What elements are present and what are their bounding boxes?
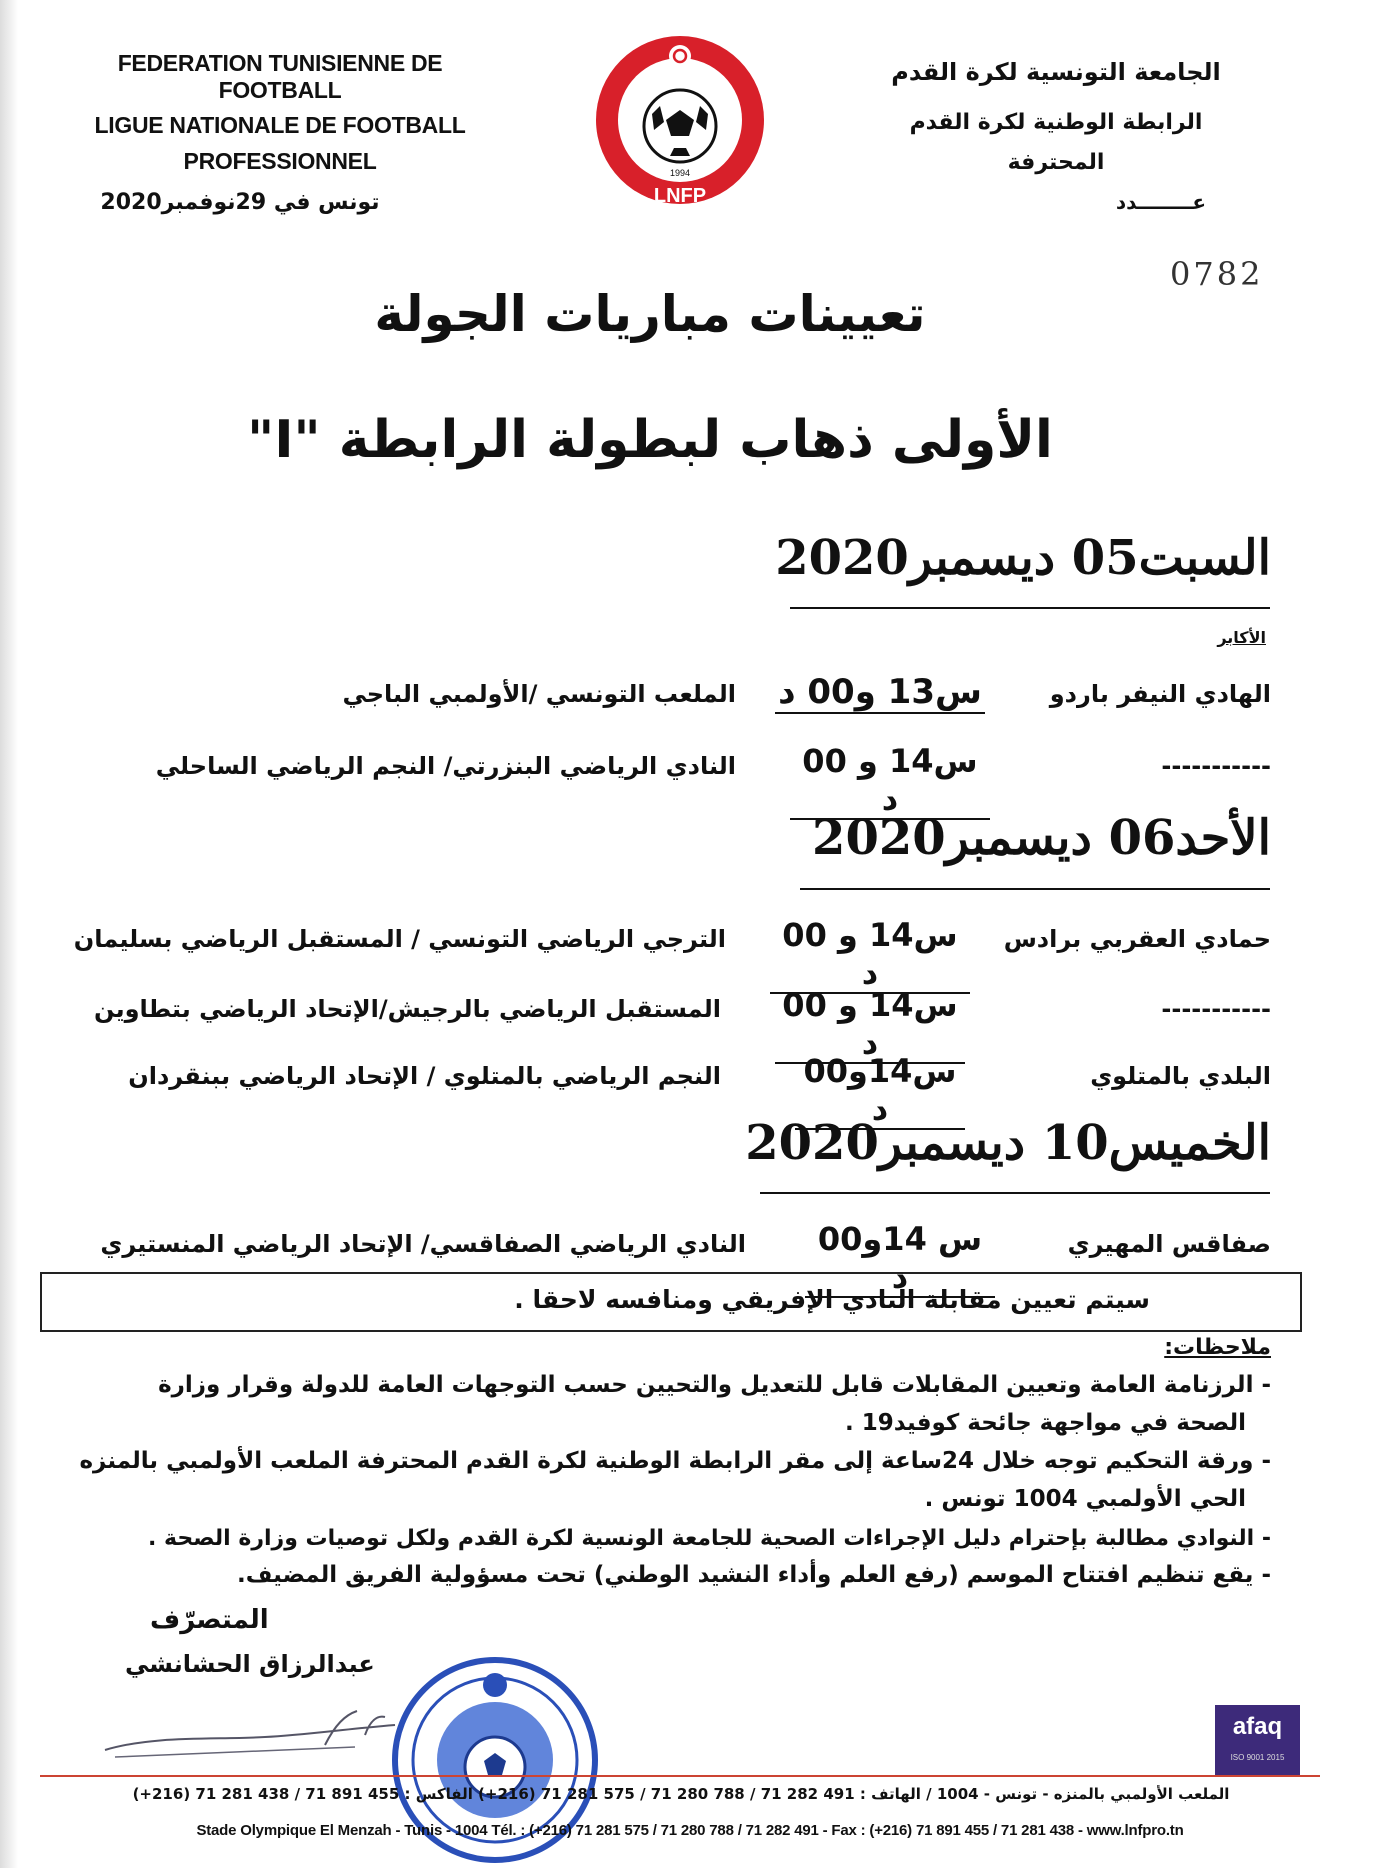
match-6-teams: النادي الرياضي الصفاقسي/ الإتحاد الرياضي المنستيري: [100, 1230, 746, 1258]
signature-title: المتصرّف: [150, 1605, 269, 1635]
match-5-time: س14و00 د: [795, 1052, 965, 1130]
note-line-4: الحي الأولمبي 1004 تونس .: [924, 1486, 1246, 1512]
title-line1: تعيينات مباريات الجولة: [374, 285, 926, 343]
afaq-brand: afaq: [1232, 1713, 1283, 1740]
match-3-teams: الترجي الرياضي التونسي / المستقبل الرياضي بسليمان: [73, 925, 726, 953]
match-2-teams: النادي الرياضي البنزرتي/ النجم الرياضي الساحلي: [155, 752, 736, 780]
fr-league-line2: PROFESSIONNEL: [183, 148, 377, 174]
day-1-date: السبت05 ديسمبر2020: [775, 530, 1271, 586]
match-3-time: س14 و 00 د: [770, 916, 970, 994]
day-3-underline: [760, 1192, 1270, 1194]
note-line-1: - الرزنامة العامة وتعيين المقابلات قابل للتعديل والتحيين حسب التوجهات العامة للدولة وقرار وزارة: [158, 1372, 1271, 1398]
match-5-teams: النجم الرياضي بالمتلوي / الإتحاد الرياضي ببنقردان: [128, 1062, 721, 1090]
match-4-time: س14 و 00 د: [775, 986, 965, 1064]
match-3-venue: حمادي العقربي برادس: [1003, 925, 1271, 953]
ar-federation: الجامعة التونسية لكرة القدم: [891, 58, 1221, 86]
footer-rule: [40, 1775, 1320, 1777]
note-line-3: - ورقة التحكيم توجه خلال 24ساعة إلى مقر الرابطة الوطنية لكرة القدم المحترفة الملعب الأولمبي بالمنزه: [79, 1448, 1271, 1474]
signature-name: عبدالرزاق الحشانشي: [125, 1650, 375, 1678]
match-6-venue: صفاقس المهيري: [1067, 1230, 1271, 1258]
ar-league-line2: المحترفة: [1007, 150, 1105, 175]
footer-ar: الملعب الأولمبي بالمنزه - تونس - 1004 / الهاتف : 491 282 71 / 788 280 71 / 575 281 71 (216+) الفاكس : 455 891 71 / 438 281 71 (216+): [132, 1785, 1230, 1803]
page-edge-shadow: [0, 0, 18, 1868]
afaq-badge: [1215, 1705, 1300, 1775]
notes-heading: ملاحظات:: [1164, 1335, 1271, 1360]
doc-number: 0782: [1170, 255, 1264, 293]
match-4-teams: المستقبل الرياضي بالرجيش/الإتحاد الرياضي بتطاوين: [94, 995, 721, 1023]
fr-league-line1: LIGUE NATIONALE DE FOOTBALL: [94, 112, 466, 138]
date-line: تونس في 29نوفمبر2020: [100, 190, 380, 215]
lnfp-logo: [590, 30, 770, 210]
day-3-date: الخميس10 ديسمبر2020: [745, 1115, 1271, 1171]
number-label: عــــــــدد: [1115, 190, 1206, 214]
match-4-venue: -----------: [1161, 995, 1271, 1023]
notice-box: [40, 1272, 1302, 1332]
match-1-time: س13 و00 د: [775, 672, 985, 714]
match-2-time: س14 و 00 د: [790, 742, 990, 820]
afaq-code: ISO 9001 2015: [1230, 1753, 1285, 1762]
footer-fr: Stade Olympique El Menzah - Tunis - 1004 Tél. : (+216) 71 281 575 / 71 280 788 / 71 282 491 - Fax : (+216) 71 891 455 / 71 281 438 - www.lnfpro.tn: [196, 1822, 1184, 1839]
day-2-underline: [800, 888, 1270, 890]
match-2-venue: -----------: [1161, 752, 1271, 780]
match-1-venue: الهادي النيفر باردو: [1049, 680, 1271, 708]
note-line-5: - النوادي مطالبة بإحترام دليل الإجراءات الصحية للجامعة الونسية لكرة القدم ولكل توصيات وزارة الصحة .: [147, 1526, 1271, 1551]
day-2-date: الأحد06 ديسمبر2020: [812, 810, 1271, 866]
title-line2: الأولى ذهاب لبطولة الرابطة "I": [247, 410, 1053, 470]
note-line-6: - يقع تنظيم افتتاح الموسم (رفع العلم وأداء النشيد الوطني) تحت مسؤولية الفريق المضيف.: [237, 1562, 1271, 1588]
logo-year: 1994: [669, 168, 691, 178]
notice-text: سيتم تعيين مقابلة النادي الإفريقي ومنافسه لاحقا .: [514, 1285, 1150, 1314]
ar-league-line1: الرابطة الوطنية لكرة القدم: [909, 110, 1203, 135]
match-5-venue: البلدي بالمتلوي: [1090, 1062, 1271, 1090]
day-1-underline: [790, 607, 1270, 609]
match-6-time: س 14و00 د: [805, 1220, 995, 1298]
note-line-2: الصحة في مواجهة جائحة كوفيد19 .: [845, 1410, 1246, 1436]
fr-federation: FEDERATION TUNISIENNE DE FOOTBALL: [117, 50, 443, 103]
match-1-teams: الملعب التونسي /الأولمبي الباجي: [342, 680, 736, 708]
logo-text: LNFP: [653, 185, 707, 207]
day-1-venue-label: الأكابر: [1217, 628, 1266, 647]
